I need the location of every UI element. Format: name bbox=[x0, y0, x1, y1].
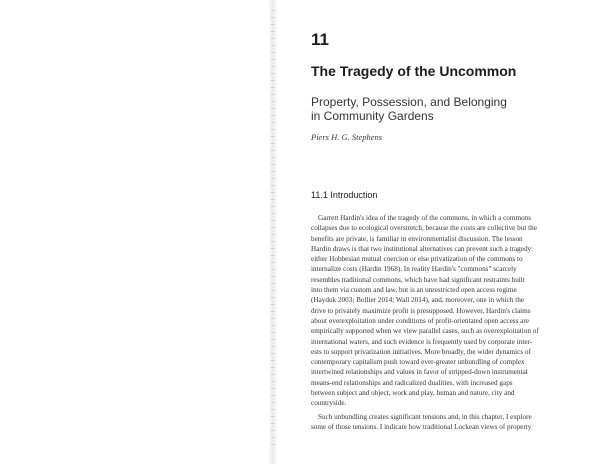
body-line: resembles traditional commons, which have had significant restraints built bbox=[311, 275, 525, 284]
body-line: international waters, and such evidence is frequently used by corporate inter- bbox=[311, 337, 533, 346]
body-line: empirically supported when we view parallel cases, such as overexploitation of bbox=[311, 327, 539, 336]
body-line: means-end relationships and radicalized dualities, with increased gaps bbox=[311, 378, 513, 387]
chapter-number: 11 bbox=[311, 30, 329, 49]
body-line: Such unbundling creates significant tensions and, in this chapter, I explore bbox=[318, 412, 532, 421]
body-line: drive to privately maximize profit is presupposed. However, Hardin's claims bbox=[311, 306, 531, 315]
chapter-title: The Tragedy of the Uncommon bbox=[311, 63, 517, 79]
body-line: into them via custom and law, but is an unrestricted open access regime bbox=[311, 286, 517, 295]
body-line: collapses due to ecological overstretch, because the costs are collective but the bbox=[311, 224, 537, 233]
body-line: ests to support privatization initiatives. More broadly, the wider dynamics of bbox=[311, 347, 531, 356]
body-line: internalize costs (Hardin 1968). In reality Hardin's "commons" scarcely bbox=[311, 265, 517, 274]
body-text bbox=[311, 213, 581, 432]
body-line: Hardin draws is that two institutional alternatives can prevent such a tragedy: bbox=[311, 244, 534, 253]
chapter-subtitle-line: Property, Possession, and Belonging bbox=[311, 95, 507, 109]
chapter-subtitle bbox=[311, 95, 507, 123]
section-heading: 11.1 Introduction bbox=[311, 190, 378, 200]
gutter-shadow bbox=[271, 10, 275, 450]
body-line: (Hayduk 2003; Bollier 2014; Wall 2014), and, moreover, one in which the bbox=[311, 296, 524, 305]
body-line: contemporary capitalism push toward ever-greater unbundling of complex bbox=[311, 358, 525, 367]
chapter-subtitle-line: in Community Gardens bbox=[311, 109, 434, 123]
body-line: some of those tensions. I indicate how traditional Lockean views of property bbox=[311, 422, 532, 431]
body-line: either Hobbesian mutual coercion or else privatization of the commons to bbox=[311, 255, 523, 264]
body-line: benefits are private, is familiar in environmentalist discussion. The lesson bbox=[311, 234, 523, 243]
body-line: Garrett Hardin's idea of the tragedy of the commons, in which a commons bbox=[318, 214, 532, 222]
body-line: between subject and object, work and play, human and nature, city and bbox=[311, 389, 515, 398]
author-name: Piers H. G. Stephens bbox=[311, 132, 383, 142]
body-line: countryside. bbox=[311, 399, 347, 408]
body-line: about overexploitation under conditions of profit-orientated open access are bbox=[311, 316, 529, 325]
body-line: intertwined relationships and values in favor of stripped-down instrumental bbox=[311, 368, 528, 377]
